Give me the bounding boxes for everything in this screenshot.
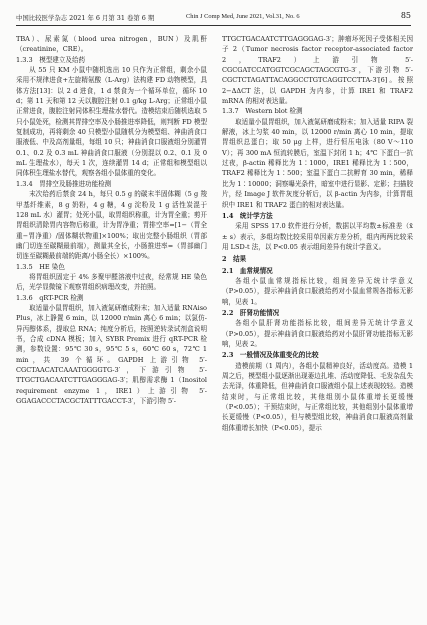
subsubsection-heading: 1.3.4 胃排空及肠推进功能检测 — [16, 179, 112, 188]
left-column — [16, 34, 207, 406]
running-header — [16, 13, 411, 26]
journal-citation: Chin J Comp Med, June 2021, Vol.31, No. 6 — [186, 13, 300, 20]
body-paragraph: 取适量小鼠胃组织，加入液氮研磨成粉末；加入适量 RIPA 裂解液，冰上匀浆 40 min，以 12000 r/min 离心 10 min，提取胃组织总蛋白；取 50 μg 上样，进行恒压电泳（80 V～110 V）；再 300 mA 恒流转膜后，室温下封闭 1 h；4℃ 下蛋白一抗过夜，β-actin 稀释比为 1∶1000，IRE1 稀释比为 1∶500，TRAF2 稀释比为 1∶500；室温下蛋白二抗孵育 30 min，稀释比为 1∶10000；洞察曝光条件，暗室中进行显影、定影；扫描胶片，经 Image J 软件灰度分析后，以 β-actin 为内参，计算胃组织中 IRE1 和 TRAF2 蛋白的相对表达量。 — [222, 117, 413, 209]
body-paragraph: 从 55 只 KM 小鼠中随机选出 10 只作为正常组，剩余小鼠采用不规律进食+左旋精氨酸（L-Arg）法构建 FD 动物模型，具体方法[13]：以 2 d 进食，1 d 禁食为一个循环单位，循环 10 d；第 11 天和第 12 天以腹腔注射 0.1 g/kg L-Arg；正常组小鼠正常进食，腹腔注射同体积生理盐水替代。造模结束后随机选取 5 只小鼠处死，检测其胃排空率及小肠推进率降低，则判断 FD 模型复制成功，再将剩余 40 只模型小鼠随机分为模型组、神曲消食口服液低、中及高剂量组，每组 10 只；神曲消食口服液组分别灌胃 0.1、0.2 及 0.3 mL 神曲消食口服液（分别混以 0.2、0.1 及 0 mL 生理盐水），每天 1 次，连续灌胃 14 d；正常组和模型组以同体积生理盐水替代，观察各组小鼠体重的变化。 — [16, 66, 207, 178]
subsubsection-heading: 1.3.6 qRT-PCR 检测 — [16, 293, 84, 302]
right-column — [222, 34, 413, 433]
body-paragraph: 各组小鼠血常规指标比较，组间差异无统计学意义（P>0.05），提示神曲消食口服液给药对小鼠血常规各指标无影响，见表 1。 — [222, 276, 413, 306]
body-paragraph: 采用 SPSS 17.0 软件进行分析，数据以平均数±标准差（x̄ ± s）表示，多组均数比较采用单因素方差分析，组内两两比较采用 LSD-t 法，以 P<0.05 表示组间差异有统计学意义。 — [222, 222, 413, 251]
section-heading: 2 结果 — [222, 255, 247, 264]
body-paragraph: TTGCTGACAATCTTGAGGGAG-3′；肿瘤坏死因子受体相关因子 2（Tumor necrosis factor receptor-associated factor 2，TRAF2）上游引物 5′-CGCGATCCATGGTCGCAGCTAGCGTG-3′，下游引物 5′-CGCTCTAGATTACAGGCCTGTCAGGTCCTTA-3′[6]。按照 2−ΔΔCT 法，以 GAPDH 为内参，计算 IRE1 和 TRAF2 mRNA 的相对表达量。 — [222, 35, 413, 106]
page-number: 85 — [400, 11, 411, 20]
journal-name: 中国比较医学杂志 2021 年 6 月第 31 卷第 6 期 — [16, 14, 155, 22]
subsubsection-heading: 1.3.7 Western blot 检测 — [222, 107, 303, 116]
body-paragraph: 造模前期（1 周内），各组小鼠精神良好，活动度高。造模 1 周之后，模型组小鼠逐渐出现萎边扎堆、活动度降低、毛发杂乱失去光泽，体重降低，但神曲消食口服液组小鼠上述表现较轻。造模结束时，与正常组比较，其他组别小鼠体重增长更缓慢（P<0.05）；干预结束时，与正常组比较，其他组别小鼠体重增长更缓慢（P<0.05），但与模型组比较，神曲消食口服液高剂量组体重增长加快（P<0.05），提示 — [222, 361, 413, 432]
body-paragraph: 末次给药后禁食 24 h，每只 0.5 g 的碳末半固体糊（5 g 羧甲基纤维素，8 g 奶粉，4 g 糖，4 g 淀粉及 1 g 活性炭混于 128 mL 水）灌胃；处死小鼠，取胃组织称重，计为胃全重；剪开胃组织清除胃内容物后称重，计为胃净重；胃排空率=[1−（胃全重−胃净重）/固体糊状物重]×100%；取出完整小肠组织（胃部幽门切连至碳糊最前端），测量其全长，小肠推进率=（胃部幽门切连至碳糊最前端的距离/小肠全长）×100%。 — [16, 190, 207, 261]
subsubsection-heading: 1.3.5 HE 染色 — [16, 262, 65, 271]
body-paragraph: TBA）、尿素氮（blood urea nitrogen，BUN）及肌酐（creatinine，CRE）。 — [16, 35, 207, 54]
body-paragraph: 将胃组织固定于 4% 多聚甲醛溶液中过夜，经常规 HE 染色后，光学显微镜下观察胃组织病理改变，并拍照。 — [16, 272, 207, 292]
body-paragraph: 各组小鼠肝肾功能指标比较，组间差异无统计学意义（P>0.05），提示神曲消食口服液给药对小鼠肝肾功能指标无影响，见表 2。 — [222, 319, 413, 348]
subsubsection-heading: 1.3.3 模型建立及给药 — [16, 55, 86, 64]
subsection-heading: 2.2 肝肾功能情况 — [222, 308, 280, 317]
subsection-heading: 2.1 血常规情况 — [222, 266, 273, 275]
subsection-heading: 2.3 一般情况及体重变化的比较 — [222, 351, 319, 360]
subsection-heading: 1.4 统计学方法 — [222, 211, 273, 220]
body-paragraph: 取适量小鼠胃组织，加入液氮研磨成粉末；加入适量 RNAiso Plus，冰上静置 6 min，以 12000 r/min 离心 6 min；以氯仿-异丙醇体系，提取总 RNA；纯度分析后，按照逆转录试剂盒说明书，合成 cDNA 模板；加入 SYBR Premix 进行 qRT-PCR 检测，参数设置：95℃ 30 s，95℃ 5 s，60℃ 60 s，72℃ 1 min，共 39 个循环。GAPDH 上游引物 5′-CGCTAACATCAAATGGGGTG-3′，下游引物 5′-TTGCTGACAATCTTGAGGGAG-3′；肌醇需求酶 1（Inositol requirement enzyme 1，IRE1）上游引物 5′-GGAGACCCTACGCTATTTGACCT-3′，下游引物 5′- — [16, 303, 207, 406]
